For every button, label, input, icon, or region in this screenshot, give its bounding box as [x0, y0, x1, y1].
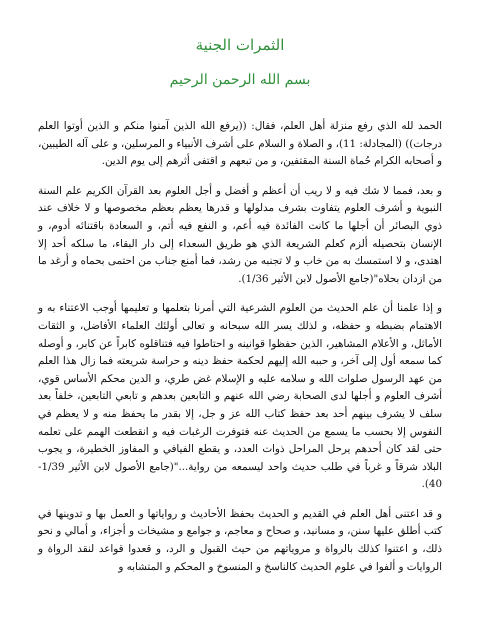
paragraph-intro: الحمد لله الذي رفع منزلة أهل العلم، فقال: ((يرفع الله الذين آمنوا منكم و الذين أوتوا العلم درجات)) (المجادلة: 11)، و الصلاة و السلام على أشرف الأنبياء و المرسلين، و على آله الطيبين، و أصحابه الكرام حُماة السنة المقتفين، و من تبعهم و اقتفى أثرهم إلى يوم الدين. — [38, 120, 442, 168]
paragraph-fourth: و قد اعتنى أهل العلم في القديم و الحديث بحفظ الأحاديث و رواياتها و العمل بها و تدوينها في كتب أطلق عليها سنن، و مسانيد، و صحاح و معاجم، و جوامع و مشيخات و أجزاء، و أمالي و نحو ذلك، و اعتنوا كذلك بالرواة و مروياتهم من حيث القبول و الرد، و قعدوا قواعد لنقد الرواة و الروايات و ألفوا في علوم الحديث كالناسخ و المنسوخ و المحكم و المتشابه و — [38, 507, 442, 573]
document-title: الثمرات الجنية — [195, 36, 285, 54]
document-body — [38, 118, 442, 576]
basmala-heading: بسم الله الرحمن الرحيم — [169, 72, 311, 88]
paragraph-third: و إذا علمنا أن علم الحديث من العلوم الشرعية التي أمرنا بتعلمها و تعليمها أوجب الاعتناء به و الاهتمام بضبطه و حفظه، و لذلك يسر الله سبحانه و تعالى أولئك العلماء الأفاضل، و الثقات الأماثل، و الأعلام المشاهير، الذين حفظوا قوانينه و احتاطوا فيه فتناقلوه كابراً عن كابر، و أوصله كما سمعه أول إلى آخر، و حببه الله إليهم لحكمة حفظ دينه و حراسة شريعته فما زال هذا العلم من عهد الرسول صلوات الله و سلامه عليه و الإسلام غض طري، و الدين محكم الأساس قوي، أشرف العلوم و أجلها لدى الصحابة رضي الله عنهم و التابعين بعدهم و تابعي التابعين، خلفاً بعد سلف لا يشرف بينهم أحد بعد حفظ كتاب الله عز و جل، إلا بقدر ما يحفظ منه و لا يعظم في النفوس إلا بحسب ما يسمع من الحديث عنه فتوفرت الرغبات فيه و انقطعت الهمم على تعلمه حتى لقد كان أحدهم يرحل المراحل ذوات العدد، و يقطع الفيافي و المفاوز الخطيرة، و يجوب البلاد شرقاً و غرباً في طلب حديث واحد ليسمعه من رواية..."(جامع الأصول لابن الأثير 1/39-40). — [38, 302, 442, 491]
paragraph-second: و بعد، فمما لا شك فيه و لا ريب أن أعظم و أفضل و أجل العلوم بعد القرآن الكريم علم السنة النبوية و أشرف العلوم يتفاوت بشرف مدلولها و قدرها يعظم بعظم مخصوصها و لا خلاف عند ذوي البصائر أن أجلها ما كانت الفائدة فيه أعم، و النفع فيه أتم، و السعادة باقتنائه أدوم، و الإنسان بتحصيله ألزم كعلم الشريعة الذي هو طريق السعداء إلى دار البقاء، ما سلكه أحد إلا اهتدى، و لا استمسك به من خاب و لا تجنبه من رشد، فما أمنع جناب من احتمى بحماه و أرغد ما من ازدان بحلاه"(جامع الأصول لابن الأثير 1/36). — [38, 184, 442, 285]
